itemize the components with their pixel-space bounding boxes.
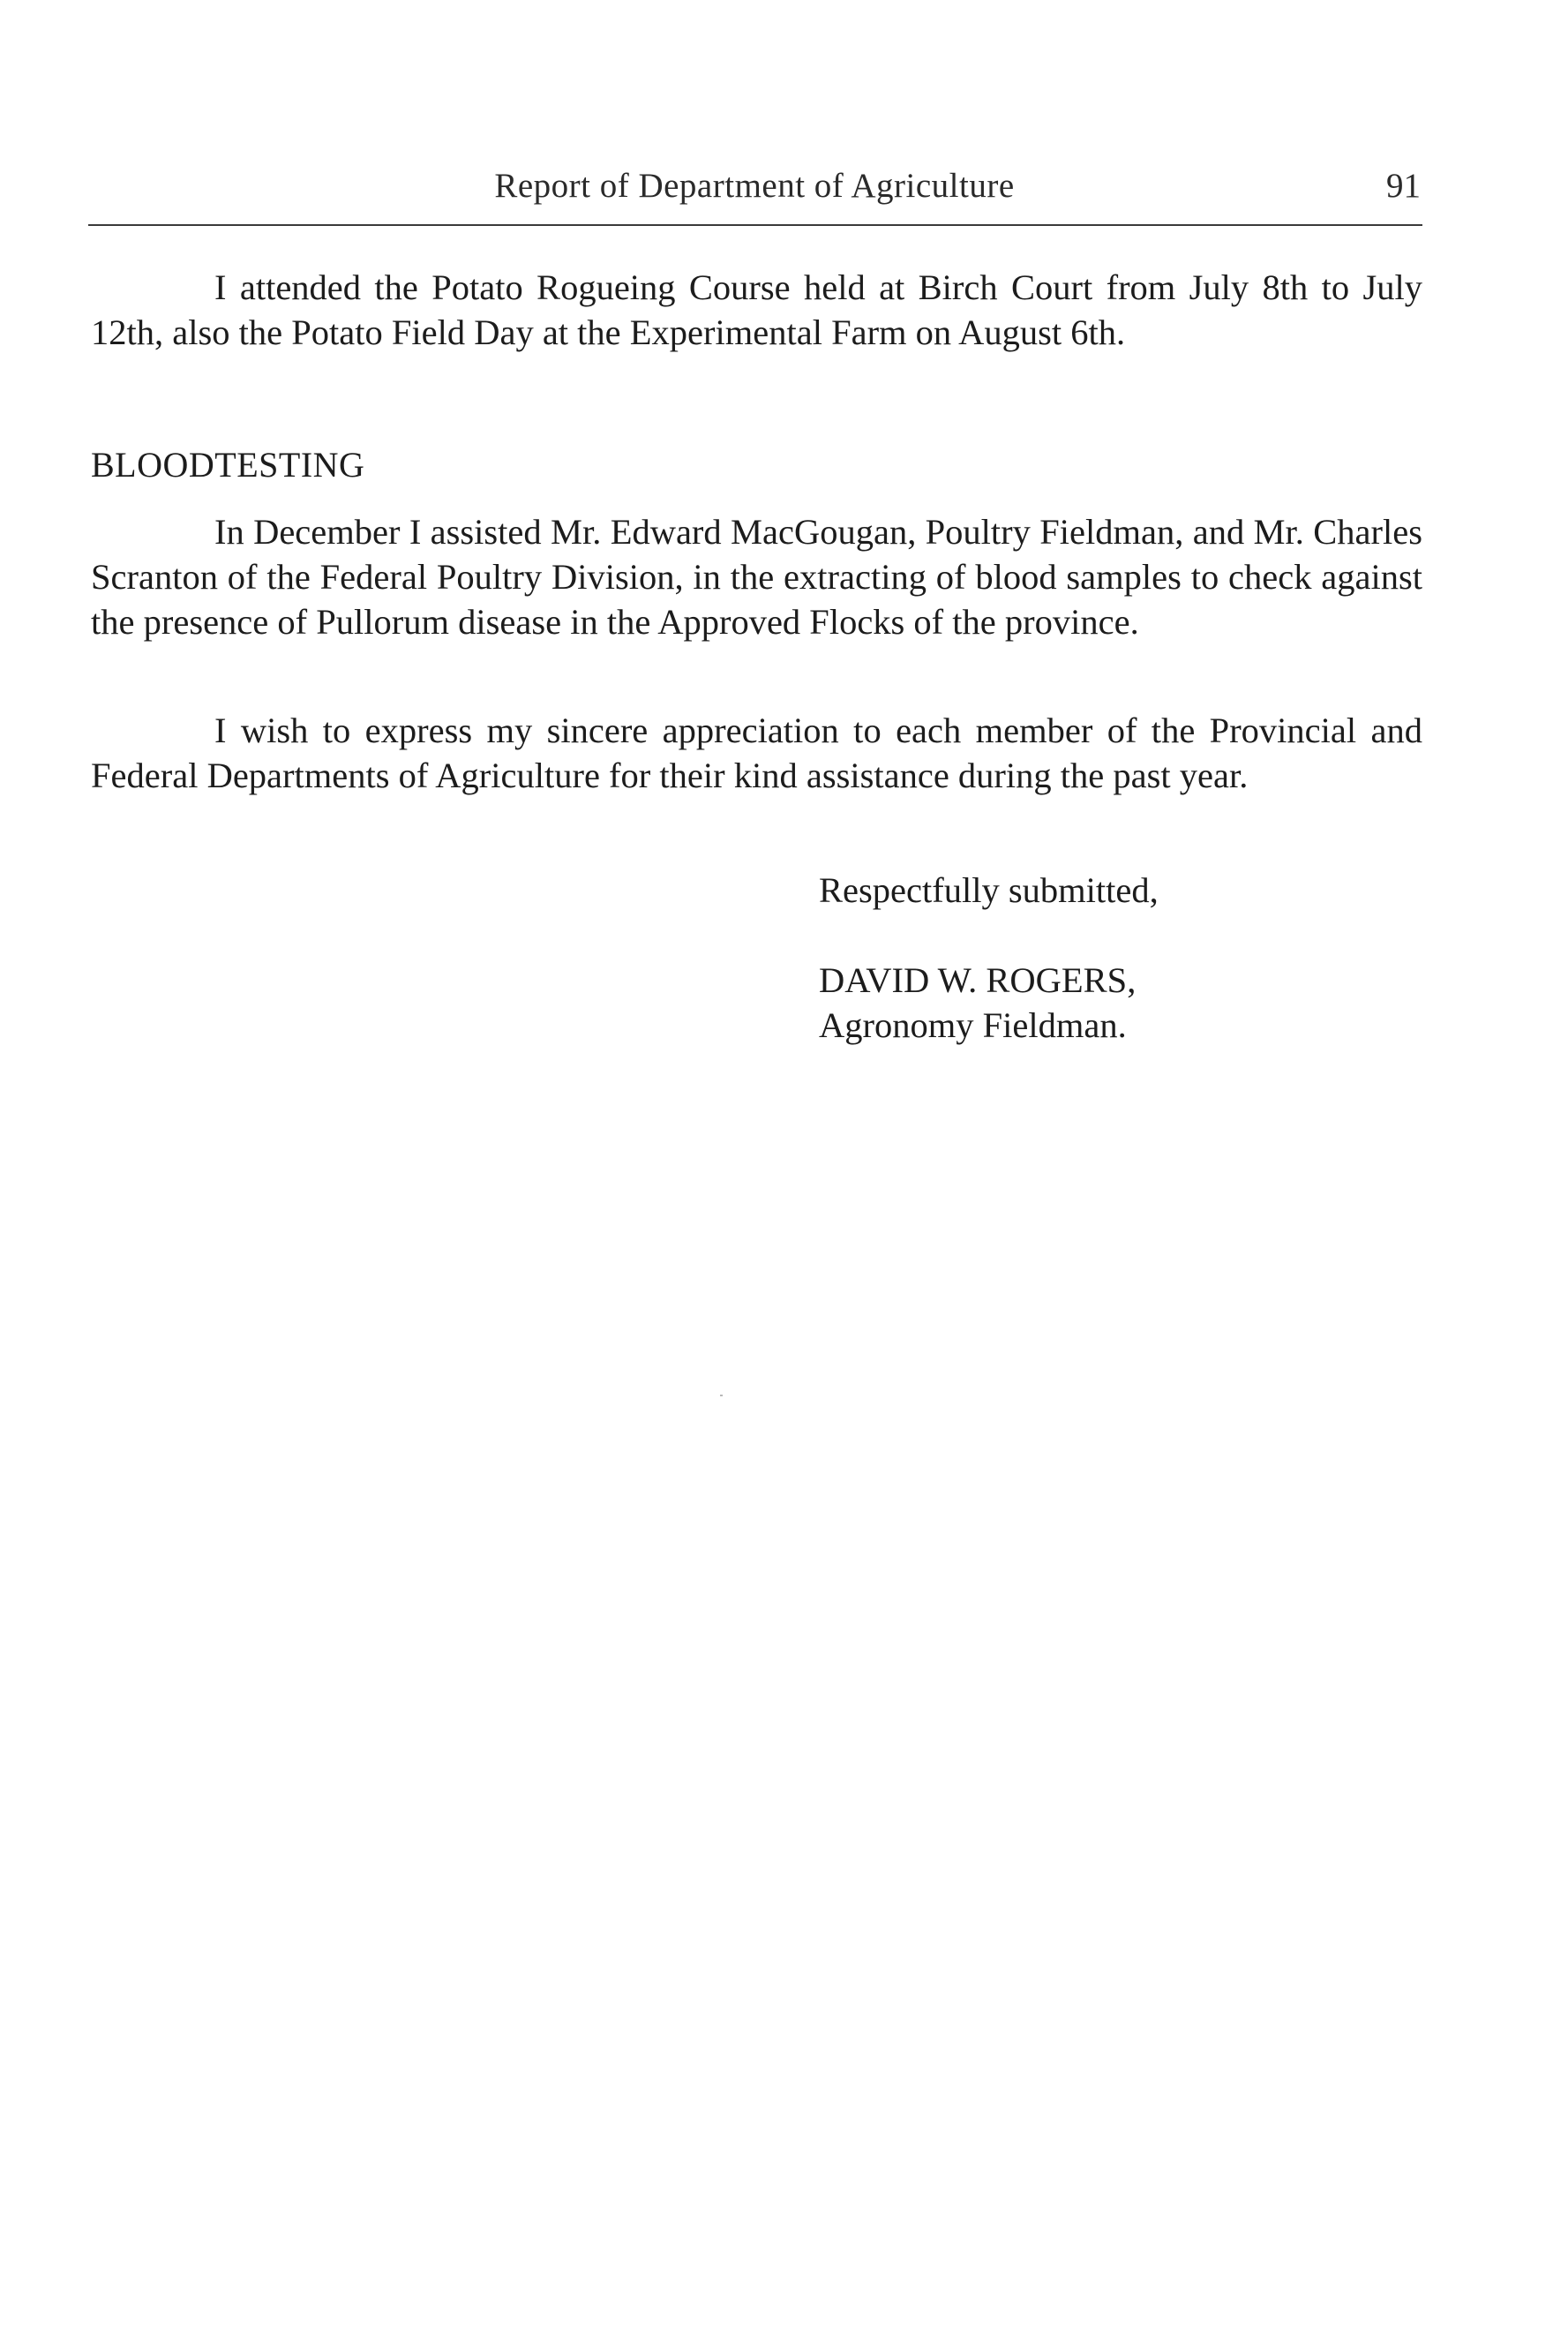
scan-speck — [720, 1395, 723, 1396]
signature-name: DAVID W. ROGERS, — [819, 960, 1137, 1000]
signature-block — [819, 958, 1136, 1048]
closing-salutation: Respectfully submitted, — [819, 870, 1159, 910]
running-head — [88, 166, 1421, 215]
paragraph-appreciation: I wish to express my sincere appreciation to each member of the Provincial and Federal Departments of Agriculture for their kind assistance during the past year. — [91, 711, 1422, 795]
running-head-title: Report of Department of Agriculture — [494, 167, 1015, 205]
section-heading-bloodtesting: BLOODTESTING — [91, 445, 365, 485]
header-rule — [88, 224, 1422, 226]
paragraph-bloodtesting: In December I assisted Mr. Edward MacGougan, Poultry Fieldman, and Mr. Charles Scranton of the Federal Poultry Division, in the extracting of blood samples to check against the presence of Pullorum disease in the Approved Flocks of the province. — [91, 512, 1422, 642]
page-number: 91 — [1386, 167, 1421, 205]
signature-title: Agronomy Fieldman. — [819, 1005, 1127, 1045]
paragraph-potato-course: I attended the Potato Rogueing Course held at Birch Court from July 8th to July 12th, also the Potato Field Day at the Experimental Farm on August 6th. — [91, 267, 1422, 352]
